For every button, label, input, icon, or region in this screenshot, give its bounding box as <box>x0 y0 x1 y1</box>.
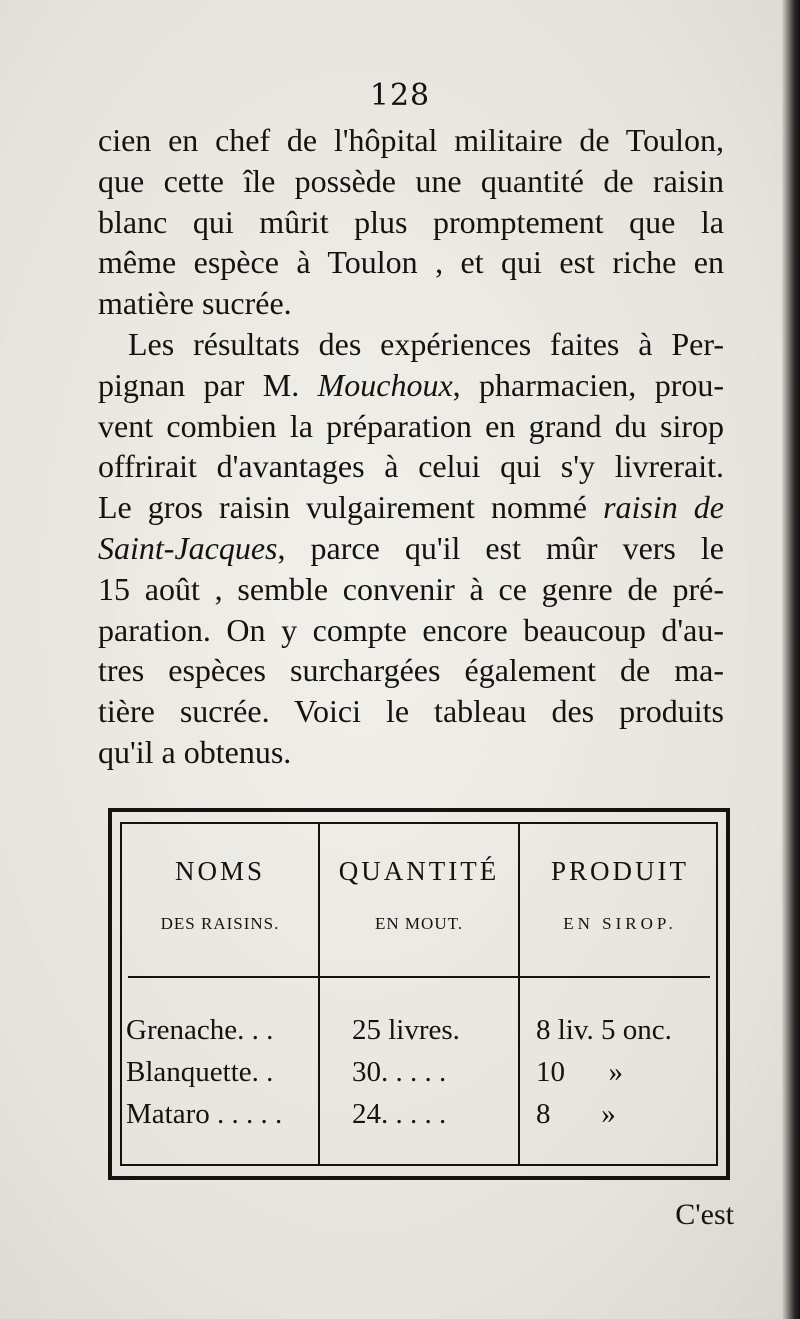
text-line: offrirait d'avantages à celui qui s'y livrerait. <box>98 448 724 485</box>
text-line: tière sucrée. Voici le tableau des produits <box>98 693 724 730</box>
catchword: C'est <box>675 1198 734 1231</box>
table-cell-name: Grenache. . . <box>126 1014 274 1046</box>
header-names: NOMS <box>174 856 266 886</box>
header-names-sub: DES RAISINS. <box>160 914 280 933</box>
header-rule <box>128 976 710 978</box>
text-line <box>98 528 724 569</box>
body-text <box>98 120 724 773</box>
results-table <box>108 808 730 1180</box>
text-line: cien en chef de l'hôpital militaire de Toulon, <box>98 122 724 158</box>
header-product: PRODUIT <box>550 856 689 886</box>
text-line: Les résultats des expériences faites à Per- <box>128 325 724 362</box>
header-quantity: QUANTITÉ <box>338 856 500 886</box>
text-segment: Le gros raisin vulgairement nommé <box>98 489 604 526</box>
text-line: qu'il a obtenus. <box>98 733 292 770</box>
table-cell-product: 8 liv. 5 onc. <box>536 1014 672 1046</box>
table-cell-quantity: 30. . . . . <box>352 1056 447 1088</box>
person-name-italic: Mouchoux <box>317 366 453 403</box>
table-inner-border <box>120 822 718 1166</box>
header-product-sub: EN SIROP. <box>563 914 677 933</box>
text-line: vent combien la préparation en grand du sirop <box>98 407 724 444</box>
table-cell-quantity: 25 livres. <box>352 1014 460 1046</box>
header-quantity-sub: EN MOUT. <box>375 914 463 933</box>
text-line: que cette île possède une quantité de raisin <box>98 162 724 199</box>
text-line <box>98 487 724 528</box>
table-cell-name: Blanquette. . <box>126 1056 274 1088</box>
table-cell-name: Mataro . . . . . <box>126 1098 283 1130</box>
text-line: 15 août , semble convenir à ce genre de pré- <box>98 570 724 607</box>
text-line: paration. On y compte encore beaucoup d'au- <box>98 611 724 648</box>
text-segment: , pharmacien, prou- <box>452 366 725 403</box>
page-edge-shadow <box>782 0 800 1319</box>
table-cell-product: 10 » <box>536 1056 623 1088</box>
text-line: blanc qui mûrit plus promptement que la <box>98 203 724 240</box>
text-line: matière sucrée. <box>98 285 292 322</box>
variety-name-italic: Saint-Jacques <box>98 529 278 566</box>
text-line <box>98 365 724 406</box>
variety-name-italic: raisin de <box>603 489 725 526</box>
table-cell-product: 8 » <box>536 1098 616 1130</box>
text-line: même espèce à Toulon , et qui est riche en <box>98 244 724 281</box>
text-line: tres espèces surchargées également de ma- <box>98 652 724 689</box>
text-segment: , parce qu'il est mûr vers le <box>277 529 724 566</box>
text-segment: pignan par M. <box>98 366 318 403</box>
page-number: 128 <box>369 78 431 113</box>
table-cell-quantity: 24. . . . . <box>352 1098 447 1130</box>
